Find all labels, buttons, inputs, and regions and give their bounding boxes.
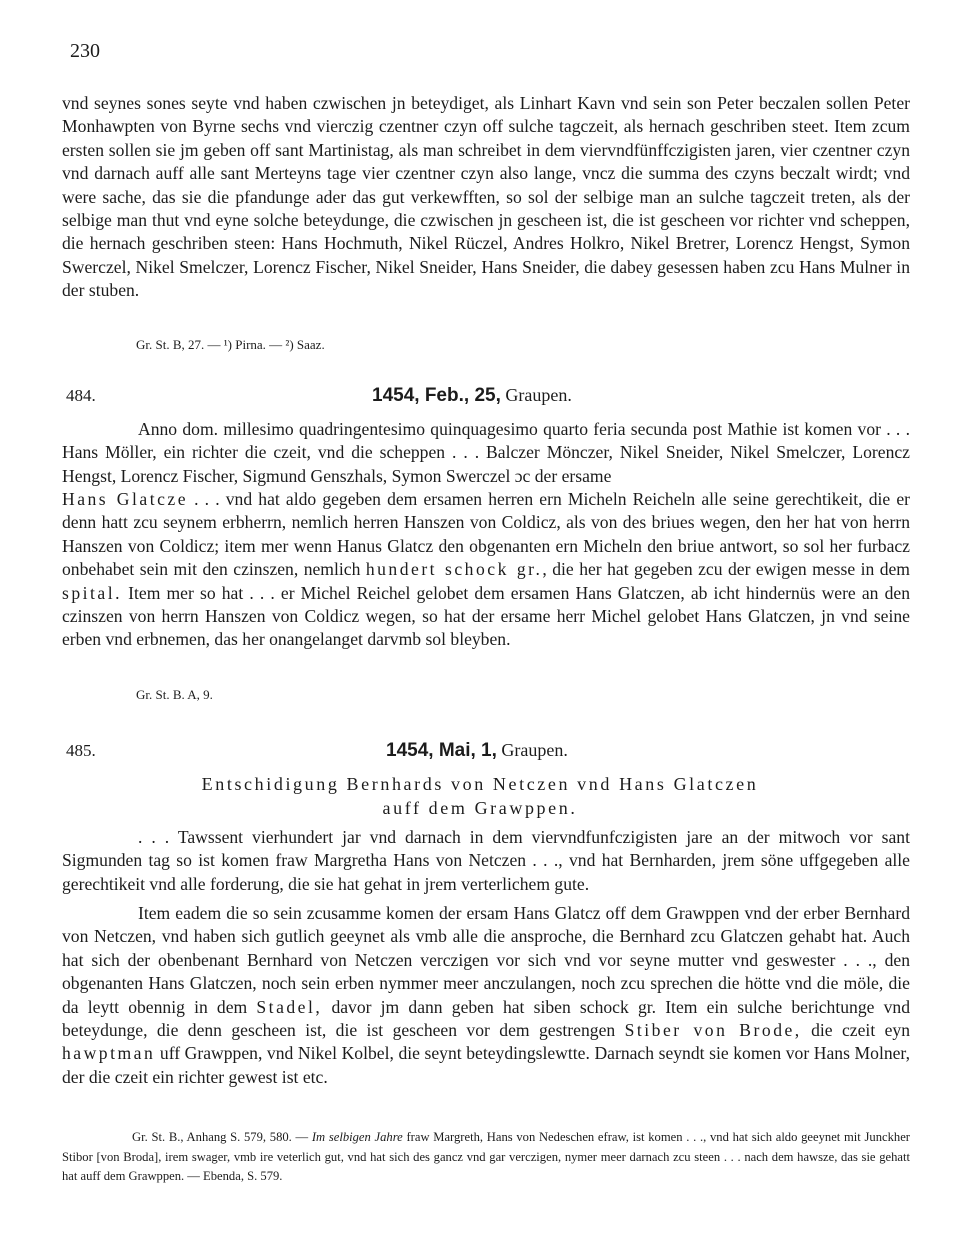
doc-485-text-a: Item eadem die so sein zcusamme komen der ersam Hans Glatcz off dem Grawppen vnd der erber Bernhard von Netczen, vnd haben sich gutlich geeynet als vmb alle die ansproche, die Bernhard zcu Glatczen gehabt hat. Auch hat sich der obenbenant Bernhard von Netczen verczigen vor sich vnd vor seyne mutter vnd geswester . . ., den obgenanten Hans Glatczen, noch sein erben nymmer meer anczulangen, noch zcu sprechen die hötte vnd die möle, die da leytt obennig in dem [62,903,910,1017]
doc-485-text-c: davor jm dann geben hat siben schock gr. Item ein sulche berichtunge vnd beteydunge, die denn gescheen ist, die ist gescheen vor dem gestrengen [62,996,910,1041]
place-stadel: Stadel, [256,996,323,1017]
hundert-schock-gr: hundert schock gr. [365,559,543,580]
page-number: 230 [70,40,100,62]
doc-485-paragraph-2 [62,902,910,1089]
doc-484-source: Gr. St. B. A, 9. [136,687,213,702]
note-italic: Im selbigen Jahre [311,1130,403,1144]
doc-485-title-line-1: Entschidigung Bernhards von Netczen vnd Hans Glatczen [201,774,759,794]
doc-485-number: 485. [66,741,96,760]
doc-485-date: 1454, Mai, 1, [386,740,497,761]
person-hans-glatcze: Hans Glatcze [62,489,189,509]
doc-484-text-b: . . . vnd hat aldo gegeben dem ersamen herren ern Micheln Reicheln alle seine gerechtikeit, die er denn hatt zcu seynem erbherrn, nemlich herren Hanszen von Coldicz, als von des briues wegen, den her hat von herrn Hanszen von Coldicz; item mer wenn Hanus Glatcz den obgenanten ern Micheln den briue antwort, so sol her furbacz onbehabet sein mit den czinszen, nemlich [62,489,910,580]
person-stiber-von-brode: Stiber von Brode, [624,1020,802,1041]
title-hawptman: hawptman [62,1043,156,1064]
note-source: Gr. St. B., Anhang S. 579, 580. — [132,1130,309,1144]
doc-485-heading [386,740,568,762]
doc-485-source-note [62,1128,910,1187]
doc-485-title-line-2: auff dem Grawppen. [382,798,578,818]
doc-484-text-d: , die her hat gegeben zcu der ewigen messe in dem [542,559,910,580]
note-text: fraw Margreth, Hans von Nedeschen efraw, ist komen . . ., vnd hat sich aldo geeynet mit Junckher Stibor [von Broda], irem swager, vmb ire veterlich gut, vnd hat sich des gancz vnd gar verczigen, nymer meer darnach zcu steen . . . nach dem hawsze, das sie gehatt hat auff dem Grawppen. — Ebenda, S. 579. [62,1130,910,1183]
doc-484-date: 1454, Feb., 25, [372,385,501,406]
doc-485-paragraph-1: . . . Tawssent vierhundert jar vnd darnach in dem viervndfunfczigisten jare an der mitwoch vor sant Sigmunden tag so ist komen fraw Margretha Hans von Netczen . . ., vnd hat Bernharden, jrem söne uffgegeben alle gerechtikeit vnd alle forderung, die sie hat gehat in jrem verterlichem gute. [62,827,910,894]
intro-paragraph: vnd seynes sones seyte vnd haben czwischen jn beteydiget, als Linhart Kavn vnd sein son Peter beczalen sollen Peter Monhawpten von Byrne sechs vnd vierczig czentner czyn off sulche tagczeit, als hernach geschriben steet. Item zcum ersten sollen sie jm geben off sant Martinistag, als man schreibet in dem viervndfünffczigisten jaren, vier czentner czyn vnd darnach auff alle sant Merteyns tage vier czentner czyn also lange, vncz die summa des czyns beczalt wirdt; vnd were sache, das sie die pfandunge ader das gut verkewfften, so sol der selbige man an sulche tagczeit treten, als der selbige man thut vnd eyne solche beteydunge, die czwischen jn gescheen ist, die ist gescheen vor richter vnd scheppen, die hernach geschriben steen: Hans Hochmuth, Nikel Rüczel, Andres Holkro, Nikel Bretrer, Lorencz Hengst, Symon Swerczel, Nikel Smelczer, Lorencz Fischer, Nikel Sneider, Hans Sneider, die dabey gesessen haben zcu Hans Mulner in der stuben. [62,93,910,301]
doc-485-place: Graupen. [501,740,568,760]
doc-484-paragraph-2 [62,488,910,652]
doc-485-text-g: uff Grawppen, vnd Nikel Kolbel, die seynt beteydingslewtte. Darnach seyndt sie komen vor Hans Molner, der die czeit ein richter gewest ist etc. [62,1043,910,1087]
doc-484-paragraph-1: Anno dom. millesimo quadringentesimo quinquagesimo quarto feria secunda post Mathie ist komen vor . . . Hans Möller, ein richter die czeit, vnd die scheppen . . . Balczer Mönczer, Nikel Sneider, Nikel Smelczer, Lorencz Hengst, Lorencz Fischer, Sigmund Genszhals, Symon Swerczel ɔc der ersame [62,419,910,486]
doc-484-text-f: Item mer so hat . . . er Michel Reichel gelobet dem ersamen Hans Glatczen, ab icht hindernüs were an den czinszen von herrn Hanszen von Coldicz wegen, so hat der ersame herr Michel gelobet Hans Glatczen, jn vnd seine erben vnd erbnemen, das her onangelanget darvmb sol bleyben. [62,582,910,650]
intro-source: Gr. St. B, 27. — ¹) Pirna. — ²) Saaz. [136,337,325,352]
doc-484-heading [372,385,572,407]
doc-485-text-e: die czeit eyn [811,1020,911,1041]
doc-484-number: 484. [66,386,96,405]
doc-484-place: Graupen. [505,385,572,405]
doc-485-title [150,772,810,820]
spital: spital. [62,582,123,603]
